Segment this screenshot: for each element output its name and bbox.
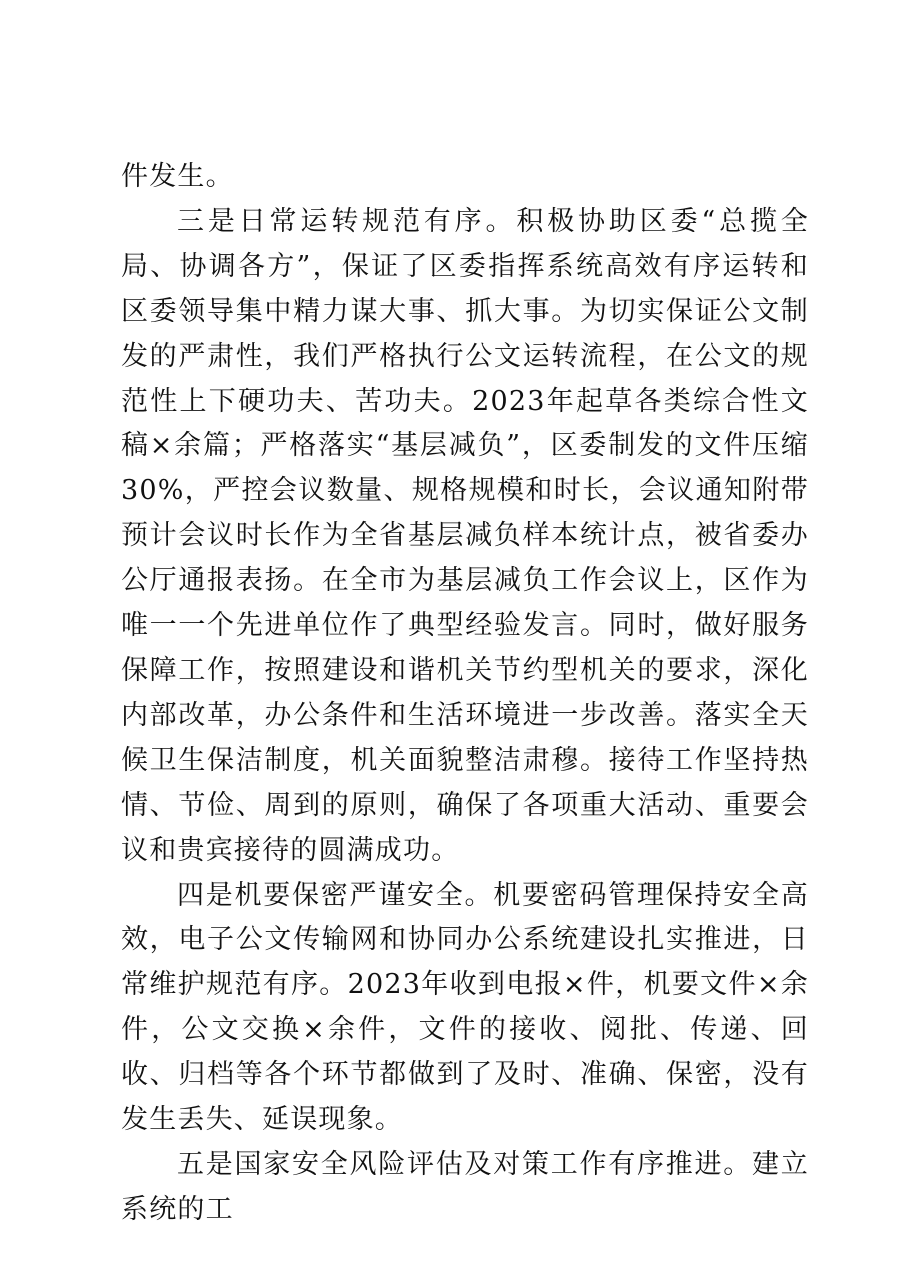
paragraph-continuation: 件发生。 <box>121 161 234 192</box>
paragraph-national-security-risk: 五是国家安全风险评估及对策工作有序推进。建立系统的工 <box>121 1148 809 1225</box>
paragraph-confidential-security: 四是机要保密严谨安全。机要密码管理保持安全高效，电子公文传输网和协同办公系统建设扎实推进，日常维护规范有序。2023年收到电报×件，机要文件×余件，公文交换×余件，文件的接收、阅批、传递、回收、归档等各个环节都做到了及时、准确、保密，没有发生丢失、延误现象。 <box>121 879 809 1136</box>
document-body <box>121 155 809 1233</box>
paragraph-daily-operations: 三是日常运转规范有序。积极协助区委“总揽全局、协调各方”，保证了区委指挥系统高效有序运转和区委领导集中精力谋大事、抓大事。为切实保证公文制发的严肃性，我们严格执行公文运转流程，在公文的规范性上下硬功夫、苦功夫。2023年起草各类综合性文稿×余篇；严格落实“基层减负”，区委制发的文件压缩30%，严控会议数量、规格规模和时长，会议通知附带预计会议时长作为全省基层减负样本统计点，被省委办公厅通报表扬。在全市为基层减负工作会议上，区作为唯一一个先进单位作了典型经验发言。同时，做好服务保障工作，按照建设和谐机关节约型机关的要求，深化内部改革，办公条件和生活环境进一步改善。落实全天候卫生保洁制度，机关面貌整洁肃穆。接待工作坚持热情、节俭、周到的原则，确保了各项重大活动、重要会议和贵宾接待的圆满成功。 <box>121 205 809 866</box>
